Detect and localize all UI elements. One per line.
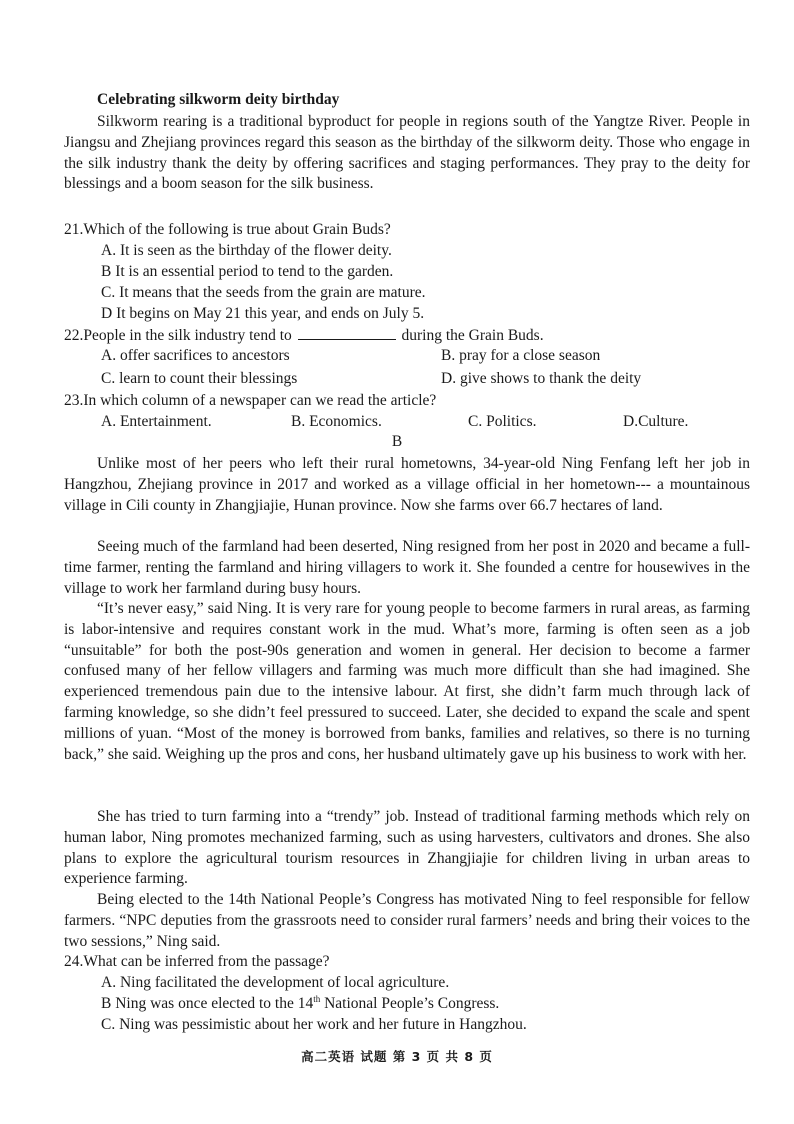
question-24-option-c: C. Ning was pessimistic about her work and her future in Hangzhou.: [101, 1016, 527, 1033]
question-24-option-b-text: B Ning was once elected to the 14: [101, 995, 314, 1012]
question-22-stem-before: 22.People in the silk industry tend to: [64, 327, 292, 344]
question-21-stem: 21.Which of the following is true about Grain Buds?: [64, 221, 391, 238]
passage-b-paragraph-2: Seeing much of the farmland had been deserted, Ning resigned from her post in 2020 and became a full-time farmer, renting the farmland and hiring villagers to work it. She founded a centre for housewives in the village to work her farmland during busy hours.: [64, 538, 750, 597]
question-21-option-c: C. It means that the seeds from the grain are mature.: [101, 284, 426, 301]
question-22-option-d: D. give shows to thank the deity: [441, 370, 642, 387]
question-21-option-b: B It is an essential period to tend to the garden.: [101, 263, 394, 280]
ordinal-suffix: th: [313, 993, 321, 1004]
question-22-option-a: A. offer sacrifices to ancestors: [101, 347, 290, 364]
passage-b-paragraph-5: Being elected to the 14th National People’s Congress has motivated Ning to feel responsible for fellow farmers. “NPC deputies from the grassroots need to consider rural farmers’ needs and bring their voices to the two sessions,” Ning said.: [64, 891, 750, 950]
question-24-stem: 24.What can be inferred from the passage?: [64, 953, 330, 970]
question-22-stem-after: during the Grain Buds.: [401, 327, 544, 344]
question-23-option-d: D.Culture.: [623, 413, 689, 430]
passage-b-paragraph-1: Unlike most of her peers who left their rural hometowns, 34-year-old Ning Fenfang left her job in Hangzhou, Zhejiang province in 2017 and worked as a village official in her hometown--- a mountainous village in Cili county in Zhangjiajie, Hunan province. Now she farms over 66.7 hectares of land.: [64, 455, 750, 514]
section-b-label: B: [391, 433, 403, 450]
question-23-stem: 23.In which column of a newspaper can we read the article?: [64, 392, 437, 409]
question-21-option-d: D It begins on May 21 this year, and ends on July 5.: [101, 305, 425, 322]
question-23-option-b: B. Economics.: [291, 413, 382, 430]
question-24-option-a: A. Ning facilitated the development of local agriculture.: [101, 974, 450, 991]
question-22-stem: [64, 325, 750, 347]
passage-b-paragraph-3: “It’s never easy,” said Ning. It is very rare for young people to become farmers in rural areas, as farming is labor-intensive and requires constant work in the mud. What’s more, farming is often seen as a job “unsuitable” for both the post-90s generation and women in general. Her decision to become a farmer confused many of her fellow villagers and farming was much more difficult than she had imagined. She experienced tremendous pain due to the intensive labour. At first, she didn’t farm much through lack of farming knowledge, so she didn’t feel pressured to succeed. Later, she decided to expand the scale and spent millions of yuan. “Most of the money is borrowed from banks, families and relatives, so there is no turning back,” she said. Weighing up the pros and cons, her husband ultimately gave up his business to work with her.: [64, 600, 750, 763]
question-21-option-a: A. It is seen as the birthday of the flower deity.: [101, 242, 392, 259]
page-footer: 高二英语 试题 第 3 页 共 8 页: [301, 1049, 493, 1064]
answer-blank: [298, 325, 396, 340]
question-24-option-b-rest: National People’s Congress.: [320, 995, 500, 1012]
passage-a-text: Silkworm rearing is a traditional byproduct for people in regions south of the Yangtze River. People in Jiangsu and Zhejiang provinces regard this season as the birthday of the silkworm deity. Those who engage in the silk industry thank the deity by offering sacrifices and staging performances. They pray to the deity for blessings and a boom season for the silk business.: [64, 113, 750, 193]
passage-b-paragraph-4: She has tried to turn farming into a “trendy” job. Instead of traditional farming methods which rely on human labor, Ning promotes mechanized farming, such as using harvesters, cultivators and drones. She also plans to explore the agricultural tourism resources in Zhangjiajie for children living in urban areas to experience farming.: [64, 808, 750, 888]
question-24-option-b: [101, 994, 499, 1015]
question-23-option-a: A. Entertainment.: [101, 413, 212, 430]
question-23-option-c: C. Politics.: [468, 413, 537, 430]
question-22-option-c: C. learn to count their blessings: [101, 370, 298, 387]
question-22-option-b: B. pray for a close season: [441, 347, 601, 364]
passage-a-title: Celebrating silkworm deity birthday: [97, 91, 340, 108]
